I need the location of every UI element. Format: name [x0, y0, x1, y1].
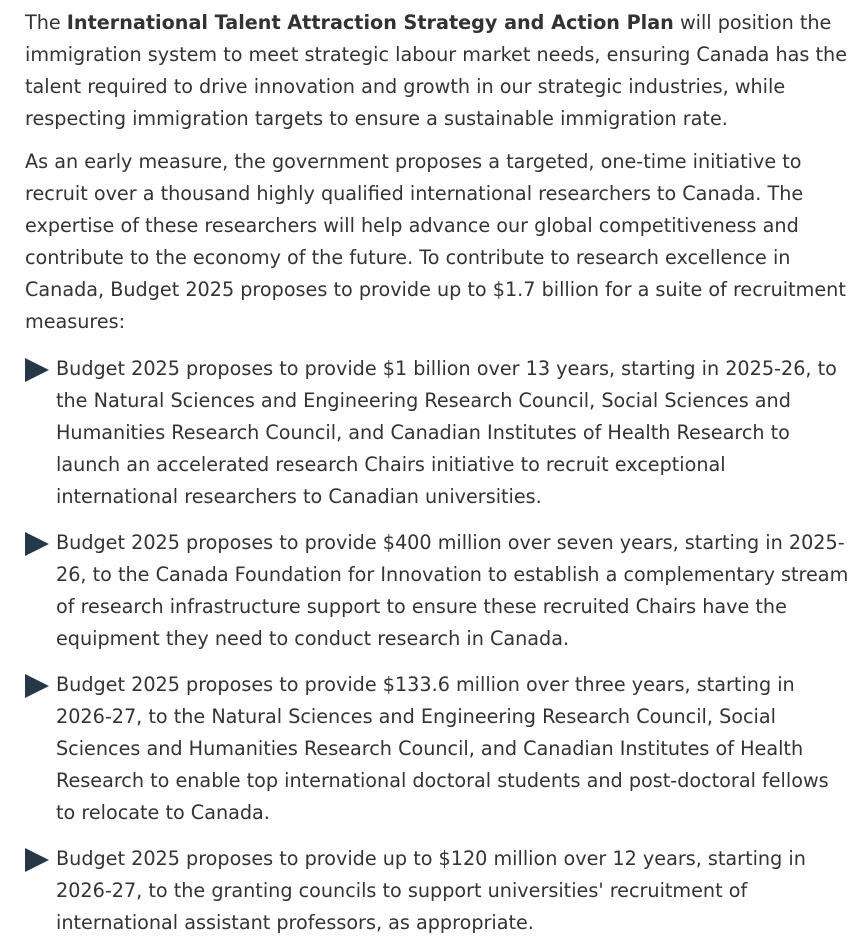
measure-text: Budget 2025 proposes to provide $400 million over seven years, starting in 2025-26, to the Canada Foundation for Innovation to establish a complementary stream of research infrastructure support to ensure these recruited Chairs have the equipment they need to conduct research in Canada.: [56, 531, 849, 650]
measure-text: Budget 2025 proposes to provide $133.6 million over three years, starting in 2026-27, to the Natural Sciences and Engineering Research Council, Social Sciences and Humanities Research Council, and Canadian Institutes of Health Research to enable top international doctoral students and post-doctoral fellows to relocate to Canada.: [56, 673, 829, 824]
list-item: [25, 669, 853, 829]
strategy-name: International Talent Attraction Strategy and Action Plan: [66, 11, 674, 34]
list-item: [25, 353, 853, 513]
intro-paragraph: [25, 7, 853, 135]
intro-suffix: will position the immigration system to meet strategic labour market needs, ensuring Canada has the talent required to drive innovation and growth in our strategic industries, while respecting immigration targets to ensure a sustainable immigration rate.: [25, 11, 848, 130]
triangle-right-icon: [25, 674, 49, 698]
triangle-right-icon: [25, 532, 49, 556]
measure-text: Budget 2025 proposes to provide $1 billion over 13 years, starting in 2025-26, to the Natural Sciences and Engineering Research Council, Social Sciences and Humanities Research Council, and Canadian Institutes of Health Research to launch an accelerated research Chairs initiative to recruit exceptional international researchers to Canadian universities.: [56, 357, 837, 508]
list-item: [25, 843, 853, 939]
document-body: [25, 7, 853, 939]
triangle-right-icon: [25, 848, 49, 872]
triangle-right-icon: [25, 358, 49, 382]
measures-list: [25, 353, 853, 939]
intro-prefix: The: [25, 11, 67, 34]
measure-text: Budget 2025 proposes to provide up to $120 million over 12 years, starting in 2026-27, to the granting councils to support universities' recruitment of international assistant professors, as appropriate.: [56, 847, 806, 934]
list-item: [25, 527, 853, 655]
early-measure-paragraph: As an early measure, the government proposes a targeted, one-time initiative to recruit over a thousand highly qualified international researchers to Canada. The expertise of these researchers will help advance our global competitiveness and contribute to the economy of the future. To contribute to research excellence in Canada, Budget 2025 proposes to provide up to $1.7 billion for a suite of recruitment measures:: [25, 150, 846, 333]
